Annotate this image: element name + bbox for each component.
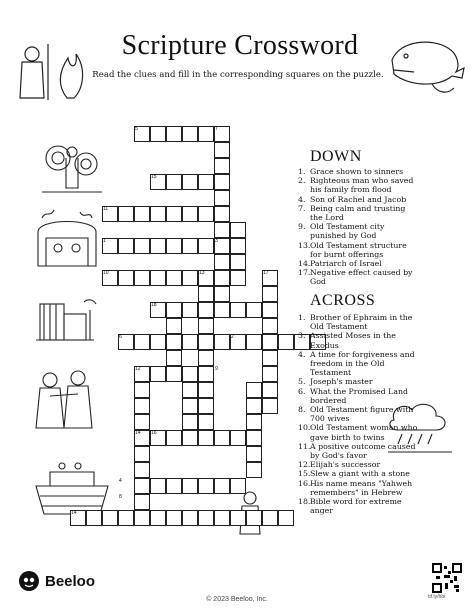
grid-cell[interactable]: [166, 510, 182, 526]
grid-cell[interactable]: [134, 494, 150, 510]
grid-cell[interactable]: [134, 462, 150, 478]
grid-cell[interactable]: [166, 350, 182, 366]
beeloo-logo-icon: [18, 570, 40, 592]
grid-cell[interactable]: [118, 206, 134, 222]
grid-cell[interactable]: [150, 238, 166, 254]
grid-cell[interactable]: [150, 206, 166, 222]
grid-cell[interactable]: [134, 510, 150, 526]
cell-number: 3: [215, 238, 218, 244]
cell-number: 4: [119, 478, 122, 484]
grid-cell[interactable]: [166, 478, 182, 494]
grid-cell[interactable]: [134, 382, 150, 398]
across-clue: 8. Old Testament figure with 700 wives: [298, 405, 414, 424]
grid-cell[interactable]: [230, 510, 246, 526]
grid-cell[interactable]: [230, 222, 246, 238]
grid-cell[interactable]: [134, 446, 150, 462]
grid-cell[interactable]: [182, 366, 198, 382]
qr-code-icon: [432, 563, 462, 593]
grid-cell[interactable]: [262, 318, 278, 334]
down-clue: 2. Righteous man who saved his family from flood: [298, 176, 414, 195]
page-title: Scripture Crossword: [121, 30, 359, 61]
grid-cell[interactable]: [134, 270, 150, 286]
grid-cell[interactable]: [166, 174, 182, 190]
across-clue-list: [298, 313, 420, 515]
across-clue: 18. Bible word for extreme anger: [298, 497, 402, 516]
grid-cell[interactable]: [214, 430, 230, 446]
cell-number: 1: [103, 238, 106, 244]
grid-cell[interactable]: [182, 382, 198, 398]
grid-cell[interactable]: [214, 190, 230, 206]
grid-cell[interactable]: [150, 478, 166, 494]
down-heading: DOWN: [310, 148, 362, 165]
grid-cell[interactable]: [246, 462, 262, 478]
grid-cell[interactable]: [182, 398, 198, 414]
grid-cell[interactable]: [214, 334, 230, 350]
grid-cell[interactable]: [198, 366, 214, 382]
grid-cell[interactable]: [182, 414, 198, 430]
qr-label: bf.ly/bbi: [428, 594, 446, 600]
grid-cell[interactable]: [198, 286, 214, 302]
grid-cell[interactable]: [102, 510, 118, 526]
grid-cell[interactable]: [214, 286, 230, 302]
grid-cell[interactable]: [182, 238, 198, 254]
across-heading: ACROSS: [310, 292, 376, 309]
grid-cell[interactable]: [182, 430, 198, 446]
grid-cell[interactable]: [182, 206, 198, 222]
grid-cell[interactable]: [246, 446, 262, 462]
across-clue: 3. Assisted Moses in the Exodus: [298, 331, 396, 350]
grid-cell[interactable]: [198, 414, 214, 430]
cell-number: 14: [135, 430, 141, 436]
across-clue: 6. What the Promised Land bordered: [298, 386, 409, 405]
grid-cell[interactable]: [150, 270, 166, 286]
grid-cell[interactable]: [246, 430, 262, 446]
grid-cell[interactable]: [166, 334, 182, 350]
grid-cell[interactable]: [230, 238, 246, 254]
grid-cell[interactable]: [262, 286, 278, 302]
grid-cell[interactable]: [262, 366, 278, 382]
grid-cell[interactable]: [198, 430, 214, 446]
down-clue: 9. Old Testament city punished by God: [298, 222, 385, 241]
grid-cell[interactable]: [230, 478, 246, 494]
grid-cell[interactable]: [166, 430, 182, 446]
grid-cell[interactable]: [198, 238, 214, 254]
cell-number: 18: [151, 302, 157, 308]
grid-cell[interactable]: [182, 334, 198, 350]
grid-cell[interactable]: [198, 318, 214, 334]
grid-cell[interactable]: [198, 510, 214, 526]
grid-cell[interactable]: [166, 270, 182, 286]
grid-cell[interactable]: [262, 302, 278, 318]
grid-cell[interactable]: [246, 334, 262, 350]
grid-cell[interactable]: [246, 510, 262, 526]
grid-cell[interactable]: [150, 366, 166, 382]
instructions: Read the clues and fill in the corresponding squares on the puzzle.: [92, 70, 384, 80]
grid-cell[interactable]: [246, 414, 262, 430]
grid-cell[interactable]: [182, 510, 198, 526]
grid-cell[interactable]: [198, 478, 214, 494]
grid-cell[interactable]: [198, 334, 214, 350]
down-clue: 4. Son of Rachel and Jacob: [298, 194, 407, 204]
cell-number: 7: [215, 126, 218, 132]
grid-cell[interactable]: [214, 254, 230, 270]
grid-cell[interactable]: [134, 206, 150, 222]
grid-cell[interactable]: [182, 302, 198, 318]
cell-number: 15: [151, 174, 157, 180]
grid-cell[interactable]: [214, 302, 230, 318]
grid-cell[interactable]: [198, 206, 214, 222]
brand: [18, 570, 95, 592]
grid-cell[interactable]: [246, 302, 262, 318]
grid-cell[interactable]: [262, 334, 278, 350]
cell-number: 2: [231, 334, 234, 340]
grid-cell[interactable]: [214, 222, 230, 238]
across-clue: 10. Old Testament woman who gave birth to twins: [298, 423, 418, 442]
cell-number: 9: [215, 366, 218, 372]
grid-cell[interactable]: [230, 302, 246, 318]
grid-cell[interactable]: [182, 270, 198, 286]
down-clue: 13. Old Testament structure for burnt offerings: [298, 240, 407, 259]
grid-cell[interactable]: [262, 510, 278, 526]
grid-cell[interactable]: [118, 238, 134, 254]
grid-cell[interactable]: [230, 430, 246, 446]
cell-number: 8: [119, 494, 122, 500]
down-clue: 17. Negative effect caused by God: [298, 268, 413, 287]
grid-cell[interactable]: [86, 510, 102, 526]
grid-cell[interactable]: [214, 174, 230, 190]
cell-number: 10: [103, 270, 109, 276]
cell-number: 13: [199, 270, 205, 276]
grid-cell[interactable]: [214, 142, 230, 158]
cell-number: 17: [263, 270, 269, 276]
down-clue: 1. Grace shown to sinners: [298, 167, 404, 176]
across-clue: 11. A positive outcome caused by God's favor: [298, 441, 416, 461]
cell-number: 11: [103, 206, 109, 212]
grid-cell[interactable]: [262, 350, 278, 366]
across-clue: 1. Brother of Ephraim in the Old Testament: [298, 313, 413, 332]
grid-cell[interactable]: [166, 318, 182, 334]
grid-cell[interactable]: [214, 158, 230, 174]
grid-cell[interactable]: [278, 510, 294, 526]
copyright-footer: © 2023 Beeloo, Inc.: [206, 596, 268, 603]
grid-cell[interactable]: [246, 398, 262, 414]
grid-cell[interactable]: [182, 478, 198, 494]
grid-cell[interactable]: [198, 350, 214, 366]
grid-cell[interactable]: [198, 302, 214, 318]
cell-number: 12: [135, 366, 141, 372]
across-clue: 5. Joseph's master: [298, 377, 373, 387]
grid-cell[interactable]: [198, 398, 214, 414]
grid-cell[interactable]: [198, 382, 214, 398]
brand-name: Beeloo: [45, 572, 96, 590]
across-clue: 16. His name means "Yahweh remembers" in Hebrew: [298, 478, 413, 497]
grid-cell[interactable]: [246, 382, 262, 398]
down-clue: 14. Patriarch of Israel: [298, 259, 382, 269]
grid-cell[interactable]: [198, 126, 214, 142]
across-clue: 12. Elijah's successor: [298, 460, 381, 470]
grid-cell[interactable]: [262, 382, 278, 398]
down-clue: 7. Being calm and trusting the Lord: [298, 203, 406, 223]
cell-number: 5: [135, 126, 138, 132]
grid-cell[interactable]: [150, 126, 166, 142]
grid-cell[interactable]: [134, 334, 150, 350]
grid-cell[interactable]: [214, 270, 230, 286]
grid-cell[interactable]: [182, 174, 198, 190]
grid-cell[interactable]: [166, 126, 182, 142]
down-clue-list: [298, 167, 416, 287]
grid-cell[interactable]: [198, 174, 214, 190]
grid-cell[interactable]: [214, 510, 230, 526]
grid-cell[interactable]: [166, 238, 182, 254]
grid-cell[interactable]: [214, 206, 230, 222]
grid-cell[interactable]: [150, 334, 166, 350]
across-clue: 15. Slew a giant with a stone: [298, 469, 410, 479]
grid-cell[interactable]: [134, 414, 150, 430]
cell-number: 16: [151, 430, 157, 436]
grid-cell[interactable]: [118, 270, 134, 286]
cell-number: 6: [119, 334, 122, 340]
grid-cell[interactable]: [182, 126, 198, 142]
grid-cell[interactable]: [214, 478, 230, 494]
across-clue: 4. A time for forgiveness and freedom in the Old Testament: [298, 349, 415, 378]
grid-cell[interactable]: [166, 302, 182, 318]
grid-cell[interactable]: [166, 206, 182, 222]
grid-cell[interactable]: [134, 238, 150, 254]
grid-cell[interactable]: [262, 398, 278, 414]
grid-cell[interactable]: [118, 510, 134, 526]
grid-cell[interactable]: [278, 334, 294, 350]
grid-cell[interactable]: [150, 510, 166, 526]
grid-cell[interactable]: [230, 254, 246, 270]
grid-cell[interactable]: [230, 270, 246, 286]
grid-cell[interactable]: [134, 478, 150, 494]
grid-cell[interactable]: [134, 398, 150, 414]
grid-cell[interactable]: [166, 366, 182, 382]
cell-number: 14: [71, 510, 77, 516]
